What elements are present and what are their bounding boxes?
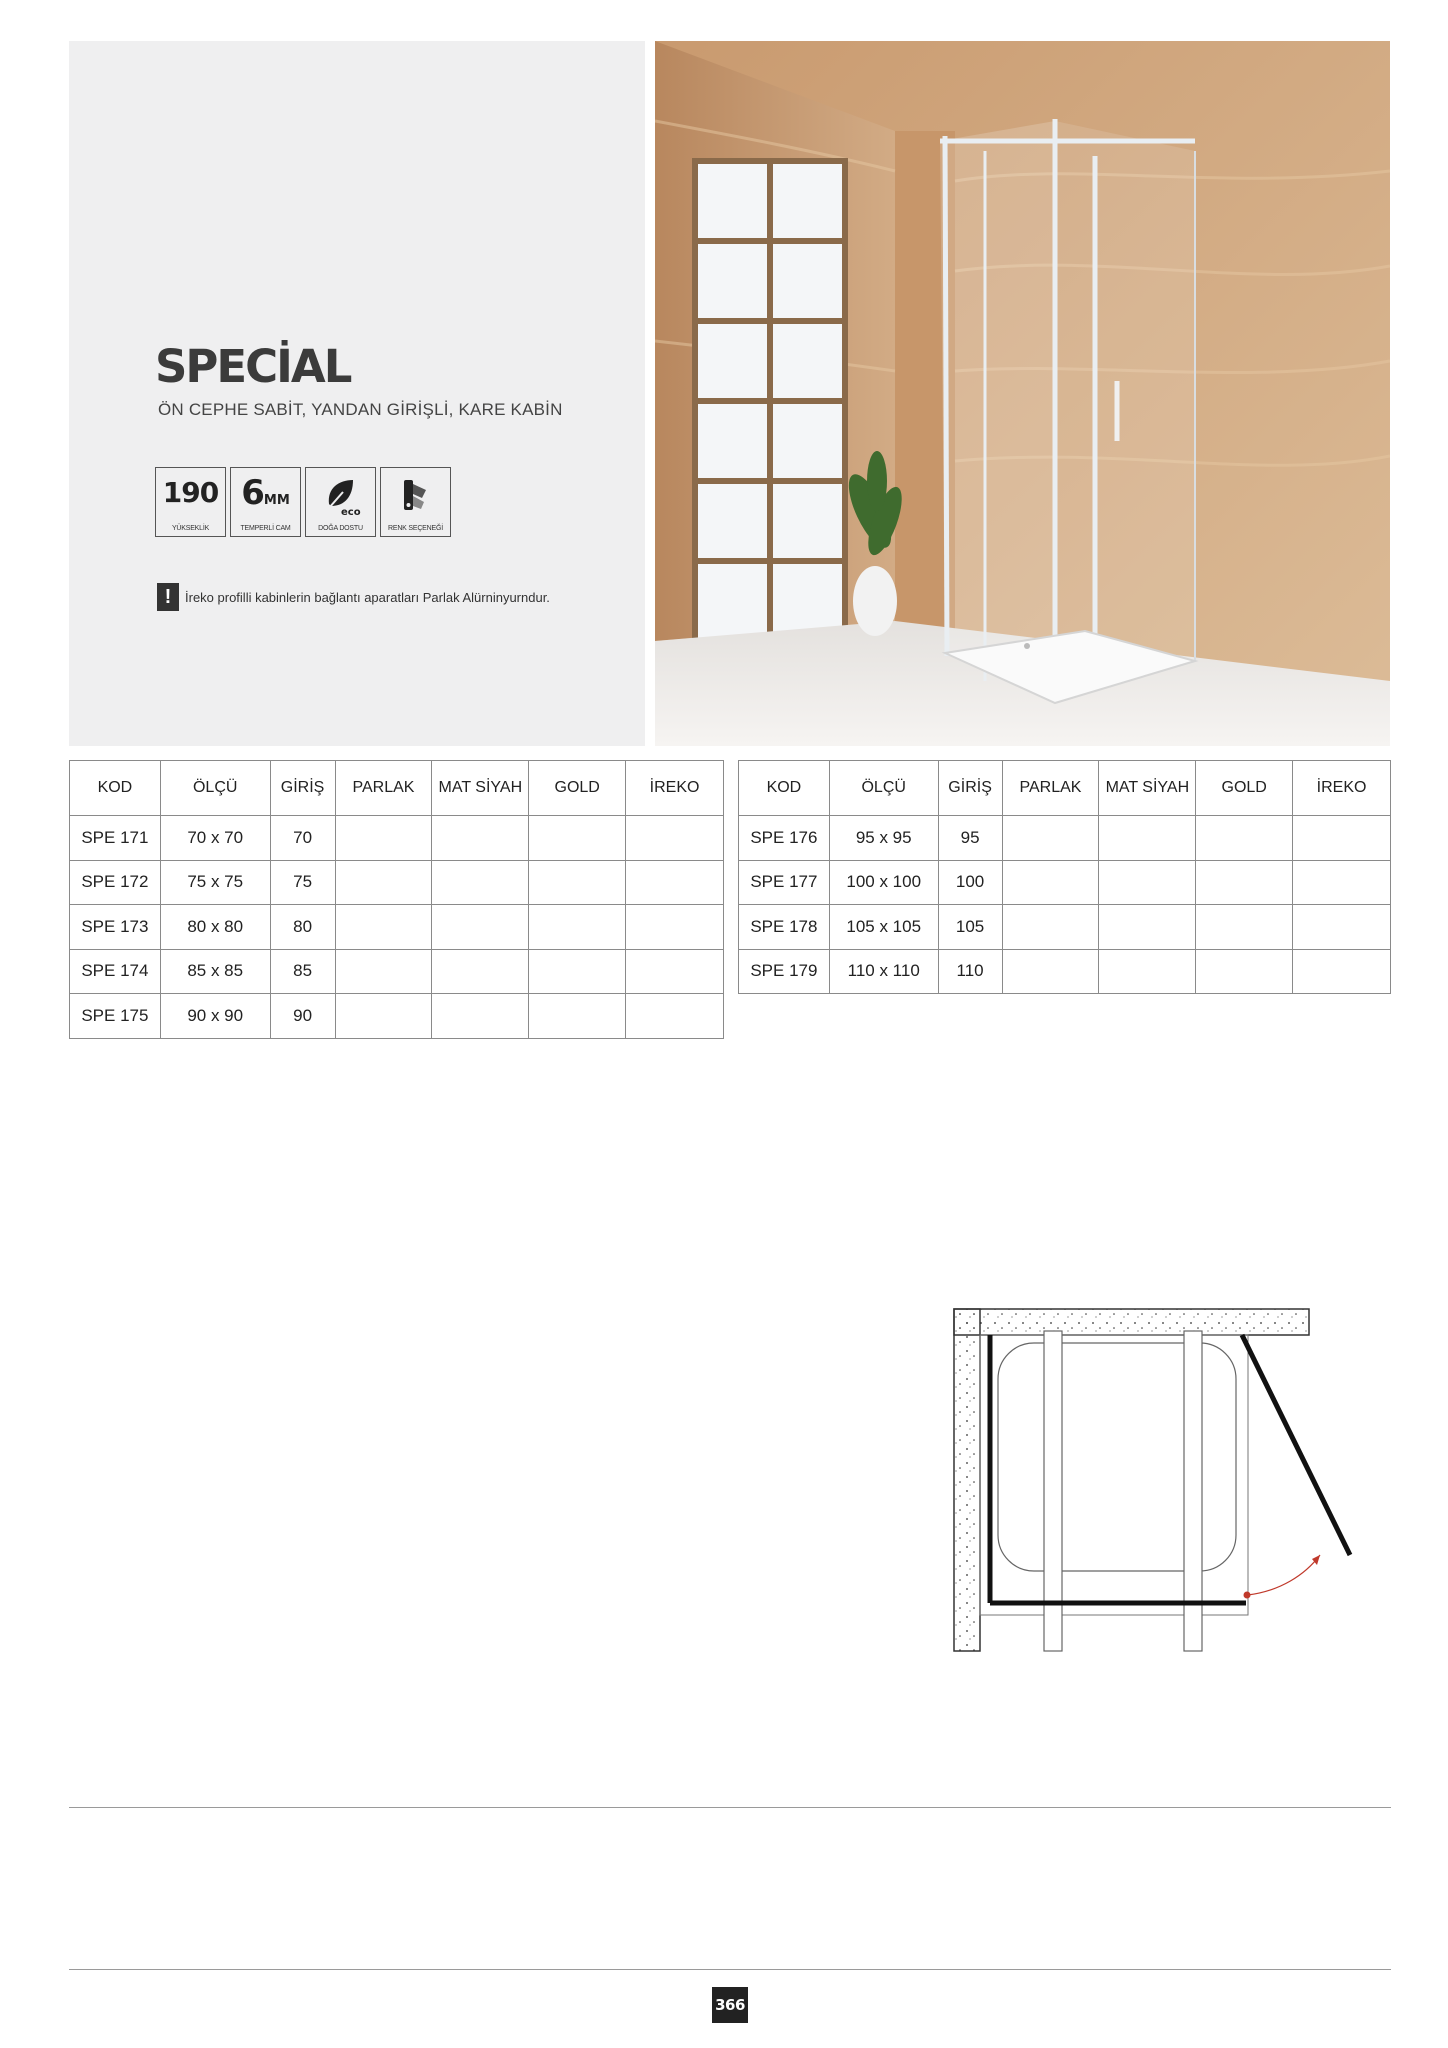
feature-badges bbox=[155, 467, 451, 537]
cell-olcu: 75 x 75 bbox=[160, 860, 270, 905]
cell-parlak bbox=[335, 905, 432, 950]
profile-note-text: İreko profilli kabinlerin bağlantı aparatları Parlak Alürninyurndur. bbox=[185, 589, 550, 605]
cell-kod: SPE 179 bbox=[739, 949, 830, 994]
cell-mat-siyah bbox=[1099, 860, 1196, 905]
cell-olcu: 95 x 95 bbox=[829, 816, 938, 861]
glass-unit: MM bbox=[263, 493, 290, 508]
table-row bbox=[739, 860, 1391, 905]
table-row bbox=[70, 994, 724, 1039]
cell-giris: 100 bbox=[938, 860, 1002, 905]
cell-ireko bbox=[626, 816, 724, 861]
cell-mat-siyah bbox=[1099, 949, 1196, 994]
cell-gold bbox=[1196, 860, 1293, 905]
spec-table-left bbox=[69, 760, 724, 1039]
cabin-plan-diagram bbox=[950, 1305, 1370, 1665]
cell-ireko bbox=[1293, 860, 1391, 905]
exclamation-icon: ! bbox=[157, 583, 179, 611]
color-caption: RENK SEÇENEĞİ bbox=[388, 525, 443, 532]
cell-olcu: 90 x 90 bbox=[160, 994, 270, 1039]
header-gold: GOLD bbox=[1196, 761, 1293, 816]
cell-kod: SPE 176 bbox=[739, 816, 830, 861]
eco-badge bbox=[305, 467, 376, 537]
product-info-panel bbox=[69, 41, 645, 746]
table-row bbox=[739, 949, 1391, 994]
cell-parlak bbox=[1002, 816, 1099, 861]
cell-kod: SPE 175 bbox=[70, 994, 161, 1039]
cell-olcu: 85 x 85 bbox=[160, 949, 270, 994]
cell-gold bbox=[529, 860, 626, 905]
glass-caption: TEMPERLİ CAM bbox=[240, 525, 291, 532]
cell-ireko bbox=[626, 905, 724, 950]
cell-gold bbox=[529, 949, 626, 994]
header-ireko: İREKO bbox=[626, 761, 724, 816]
table-row bbox=[739, 905, 1391, 950]
footer-divider-upper bbox=[69, 1807, 1391, 1808]
header-mat-siyah: MAT SİYAH bbox=[432, 761, 529, 816]
cell-mat-siyah bbox=[1099, 905, 1196, 950]
table-row bbox=[70, 860, 724, 905]
color-palette-icon bbox=[394, 474, 438, 518]
cell-ireko bbox=[1293, 905, 1391, 950]
header-ireko: İREKO bbox=[1293, 761, 1391, 816]
cell-ireko bbox=[626, 860, 724, 905]
header-parlak: PARLAK bbox=[1002, 761, 1099, 816]
cell-ireko bbox=[1293, 949, 1391, 994]
header-olcu: ÖLÇÜ bbox=[160, 761, 270, 816]
cell-gold bbox=[1196, 949, 1293, 994]
header-mat-siyah: MAT SİYAH bbox=[1099, 761, 1196, 816]
cell-parlak bbox=[335, 994, 432, 1039]
cell-mat-siyah bbox=[432, 905, 529, 950]
product-title: SPECİAL bbox=[155, 340, 351, 393]
eco-leaf-icon bbox=[319, 474, 363, 518]
cell-parlak bbox=[335, 816, 432, 861]
cell-olcu: 80 x 80 bbox=[160, 905, 270, 950]
cell-giris: 75 bbox=[270, 860, 335, 905]
cell-gold bbox=[1196, 905, 1293, 950]
cell-mat-siyah bbox=[432, 994, 529, 1039]
header-gold: GOLD bbox=[529, 761, 626, 816]
cell-mat-siyah bbox=[1099, 816, 1196, 861]
cell-ireko bbox=[626, 994, 724, 1039]
table-header-row bbox=[70, 761, 724, 816]
cell-kod: SPE 177 bbox=[739, 860, 830, 905]
table-row bbox=[739, 816, 1391, 861]
cell-ireko bbox=[626, 949, 724, 994]
cell-mat-siyah bbox=[432, 949, 529, 994]
cell-gold bbox=[1196, 816, 1293, 861]
cell-kod: SPE 171 bbox=[70, 816, 161, 861]
shower-cabin-photo bbox=[655, 41, 1390, 746]
product-subtitle: ÖN CEPHE SABİT, YANDAN GİRİŞLİ, KARE KABİN bbox=[158, 400, 563, 419]
footer-divider-lower bbox=[69, 1969, 1391, 1970]
cell-gold bbox=[529, 905, 626, 950]
product-photo bbox=[655, 41, 1390, 746]
height-value: 190 bbox=[162, 476, 219, 509]
cell-giris: 110 bbox=[938, 949, 1002, 994]
cell-kod: SPE 178 bbox=[739, 905, 830, 950]
cell-gold bbox=[529, 816, 626, 861]
header-giris: GİRİŞ bbox=[270, 761, 335, 816]
page-number: 366 bbox=[712, 1987, 748, 2023]
cell-giris: 70 bbox=[270, 816, 335, 861]
cell-parlak bbox=[1002, 949, 1099, 994]
cell-parlak bbox=[1002, 905, 1099, 950]
cell-olcu: 70 x 70 bbox=[160, 816, 270, 861]
profile-note bbox=[157, 583, 550, 611]
table-row bbox=[70, 905, 724, 950]
plan-view-drawing bbox=[950, 1305, 1370, 1665]
cell-ireko bbox=[1293, 816, 1391, 861]
cell-kod: SPE 173 bbox=[70, 905, 161, 950]
cell-mat-siyah bbox=[432, 860, 529, 905]
table-row bbox=[70, 949, 724, 994]
table-header-row bbox=[739, 761, 1391, 816]
spec-table-right bbox=[738, 760, 1391, 994]
header-kod: KOD bbox=[70, 761, 161, 816]
cell-parlak bbox=[335, 860, 432, 905]
cell-mat-siyah bbox=[432, 816, 529, 861]
cell-olcu: 110 x 110 bbox=[829, 949, 938, 994]
eco-label: eco bbox=[340, 507, 361, 518]
header-olcu: ÖLÇÜ bbox=[829, 761, 938, 816]
cell-giris: 95 bbox=[938, 816, 1002, 861]
header-kod: KOD bbox=[739, 761, 830, 816]
cell-giris: 80 bbox=[270, 905, 335, 950]
table-row bbox=[70, 816, 724, 861]
eco-caption: DOĞA DOSTU bbox=[318, 525, 363, 532]
height-caption: YÜKSEKLİK bbox=[171, 525, 210, 532]
cell-gold bbox=[529, 994, 626, 1039]
color-badge bbox=[380, 467, 451, 537]
glass-thickness-icon bbox=[241, 473, 290, 518]
cell-giris: 90 bbox=[270, 994, 335, 1039]
header-giris: GİRİŞ bbox=[938, 761, 1002, 816]
cell-giris: 105 bbox=[938, 905, 1002, 950]
cell-olcu: 100 x 100 bbox=[829, 860, 938, 905]
cell-parlak bbox=[335, 949, 432, 994]
cell-olcu: 105 x 105 bbox=[829, 905, 938, 950]
height-badge bbox=[155, 467, 226, 537]
glass-value: 6 bbox=[241, 473, 264, 513]
header-parlak: PARLAK bbox=[335, 761, 432, 816]
glass-badge bbox=[230, 467, 301, 537]
cell-giris: 85 bbox=[270, 949, 335, 994]
cell-parlak bbox=[1002, 860, 1099, 905]
cell-kod: SPE 174 bbox=[70, 949, 161, 994]
cell-kod: SPE 172 bbox=[70, 860, 161, 905]
